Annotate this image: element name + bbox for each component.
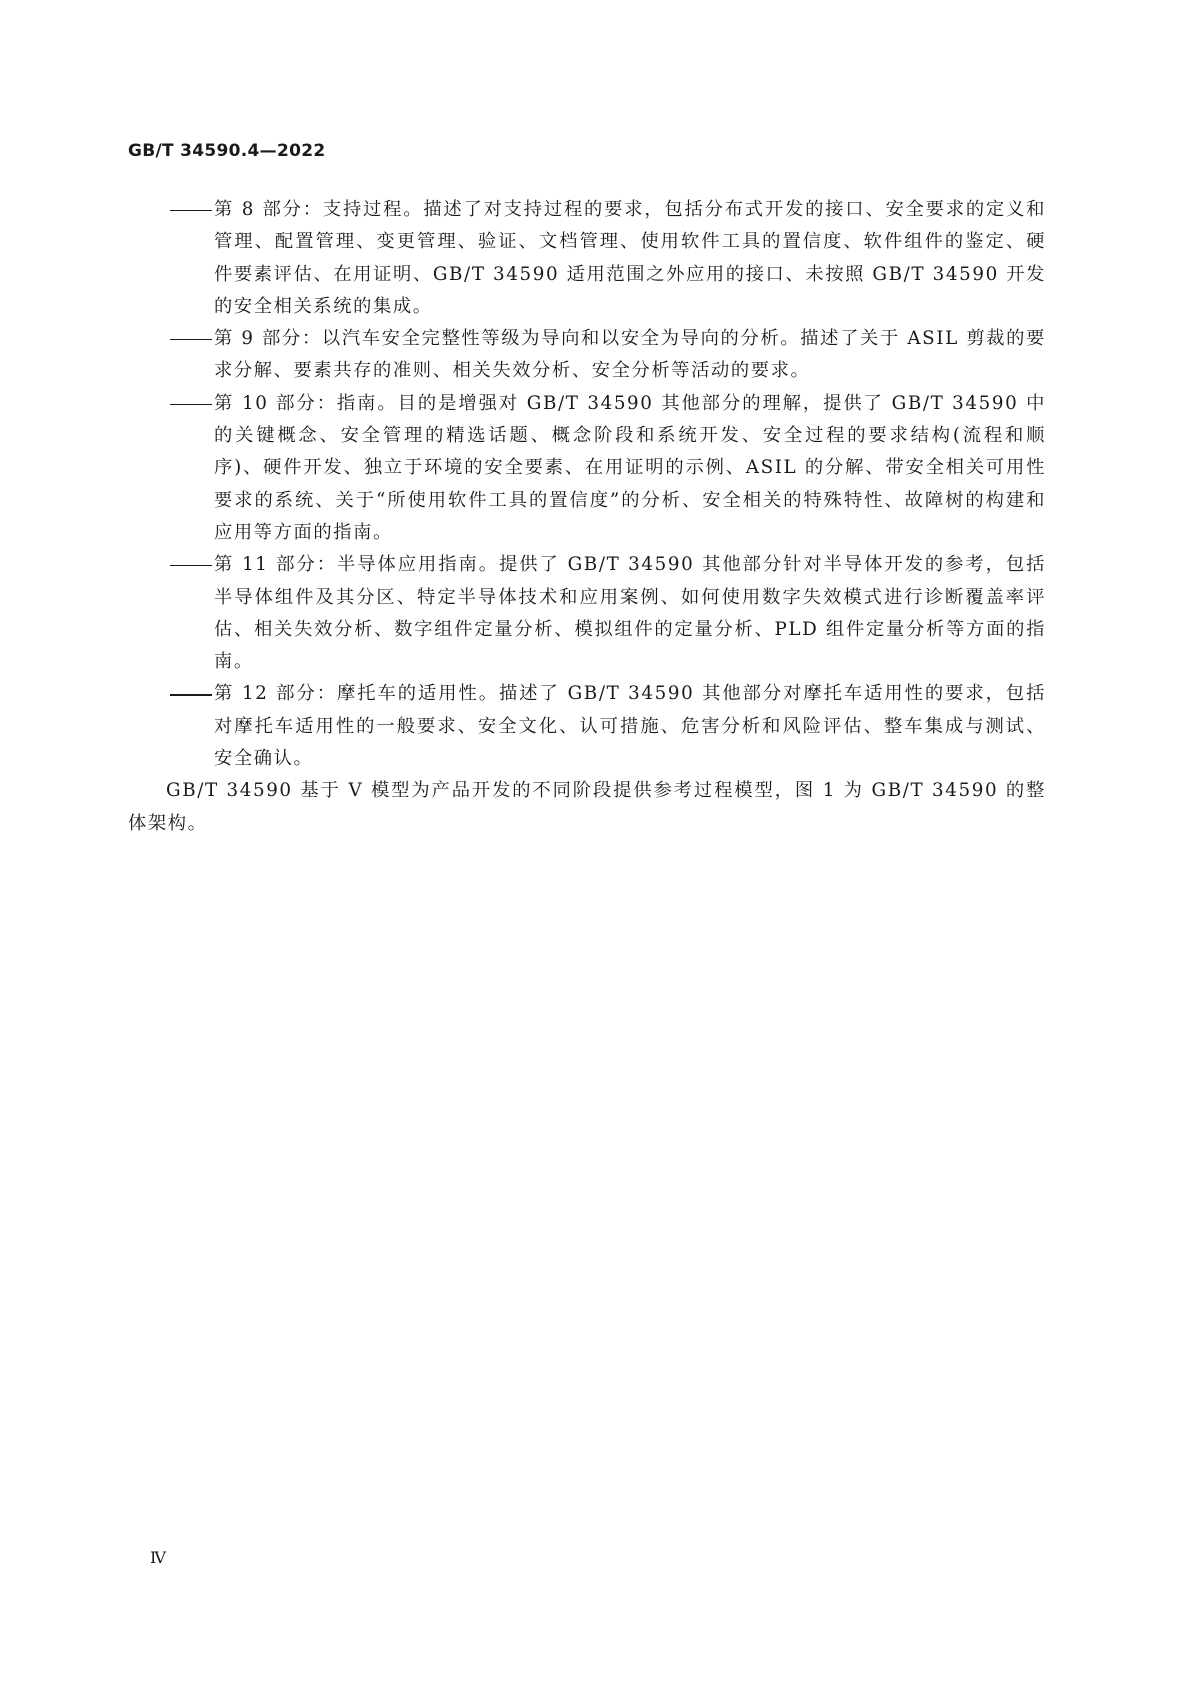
- list-item-part-10: [168, 388, 1046, 549]
- document-body: [128, 194, 1046, 840]
- document-number-header: GB/T 34590.4—2022: [128, 141, 326, 161]
- list-item-part-12: [168, 678, 1046, 775]
- list-item-text: 第 12 部分：摩托车的适用性。描述了 GB/T 34590 其他部分对摩托车适用性的要求，包括对摩托车适用性的一般要求、安全文化、认可措施、危害分析和风险评估、整车集成与测试、安全确认。: [214, 683, 1046, 770]
- list-item-text: 第 10 部分：指南。目的是增强对 GB/T 34590 其他部分的理解，提供了 GB/T 34590 中的关键概念、安全管理的精选话题、概念阶段和系统开发、安全过程的要求结构(流程和顺序)、硬件开发、独立于环境的安全要素、在用证明的示例、ASIL 的分解、带安全相关可用性要求的系统、关于“所使用软件工具的置信度”的分析、安全相关的特殊特性、故障树的构建和应用等方面的指南。: [214, 392, 1046, 543]
- page-number: Ⅳ: [150, 1548, 166, 1567]
- list-item-text: 第 9 部分：以汽车安全完整性等级为导向和以安全为导向的分析。描述了关于 ASIL 剪裁的要求分解、要素共存的准则、相关失效分析、安全分析等活动的要求。: [214, 328, 1046, 382]
- closing-paragraph: GB/T 34590 基于 V 模型为产品开发的不同阶段提供参考过程模型，图 1 为 GB/T 34590 的整体架构。: [128, 780, 1046, 834]
- list-item-text: 第 8 部分：支持过程。描述了对支持过程的要求，包括分布式开发的接口、安全要求的定义和管理、配置管理、变更管理、验证、文档管理、使用软件工具的置信度、软件组件的鉴定、硬件要素评估、在用证明、GB/T 34590 适用范围之外应用的接口、未按照 GB/T 34590 开发的安全相关系统的集成。: [214, 199, 1046, 317]
- list-item-part-8: [168, 194, 1046, 323]
- list-item-part-9: [168, 323, 1046, 388]
- list-item-part-11: [168, 549, 1046, 678]
- list-item-text: 第 11 部分：半导体应用指南。提供了 GB/T 34590 其他部分针对半导体开发的参考，包括半导体组件及其分区、特定半导体技术和应用案例、如何使用数字失效模式进行诊断覆盖率评估、相关失效分析、数字组件定量分析、模拟组件的定量分析、PLD 组件定量分析等方面的指南。: [214, 554, 1046, 673]
